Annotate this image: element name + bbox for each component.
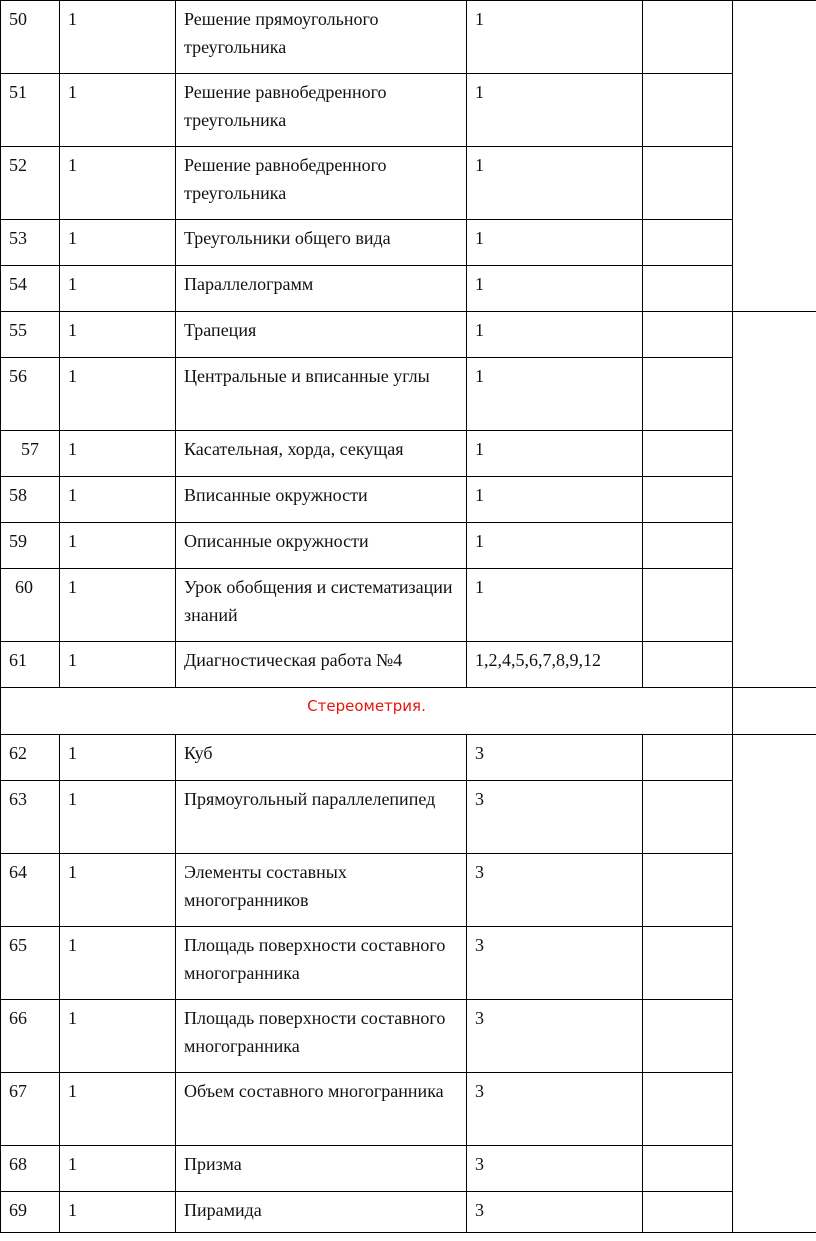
table-row — [1, 220, 816, 266]
section-row — [1, 688, 816, 735]
table-row — [1, 266, 816, 312]
lesson-tasks: 3 — [467, 735, 643, 781]
lesson-hours: 1 — [60, 927, 176, 1000]
lesson-hours: 1 — [60, 431, 176, 477]
lesson-topic: Куб — [176, 735, 467, 781]
lesson-number: 69 — [1, 1192, 60, 1233]
lesson-tasks: 1 — [467, 1, 643, 74]
lesson-date-cell — [643, 1192, 733, 1233]
lesson-topic: Элементы составных многогранников — [176, 854, 467, 927]
lesson-topic: Решение прямоугольного треугольника — [176, 1, 467, 74]
lesson-number: 50 — [1, 1, 60, 74]
lesson-tasks: 1 — [467, 147, 643, 220]
lesson-notes-cell — [733, 688, 816, 735]
table-row — [1, 1, 816, 74]
table-row — [1, 1146, 816, 1192]
lesson-topic: Решение равнобедренного треугольника — [176, 74, 467, 147]
lesson-hours: 1 — [60, 1000, 176, 1073]
table-row — [1, 781, 816, 854]
lesson-tasks: 3 — [467, 1000, 643, 1073]
lesson-tasks: 1 — [467, 523, 643, 569]
lesson-hours: 1 — [60, 1192, 176, 1233]
table-row — [1, 854, 816, 927]
lesson-topic: Площадь поверхности составного многогранника — [176, 927, 467, 1000]
lesson-date-cell — [643, 735, 733, 781]
lesson-topic: Объем составного многогранника — [176, 1073, 467, 1146]
lesson-topic: Описанные окружности — [176, 523, 467, 569]
lesson-topic: Центральные и вписанные углы — [176, 358, 467, 431]
lesson-number: 51 — [1, 74, 60, 147]
lesson-date-cell — [643, 477, 733, 523]
lesson-tasks: 1 — [467, 569, 643, 642]
lesson-date-cell — [643, 1, 733, 74]
table-row — [1, 569, 816, 642]
lesson-hours: 1 — [60, 642, 176, 688]
lesson-number: 52 — [1, 147, 60, 220]
lesson-topic: Прямоугольный параллелепипед — [176, 781, 467, 854]
lesson-notes-cell — [733, 735, 816, 1233]
lesson-number: 65 — [1, 927, 60, 1000]
table-row — [1, 735, 816, 781]
lesson-tasks: 1 — [467, 220, 643, 266]
section-title: Стереометрия. — [1, 688, 733, 735]
lesson-topic: Касательная, хорда, секущая — [176, 431, 467, 477]
lesson-number: 64 — [1, 854, 60, 927]
lesson-tasks: 3 — [467, 854, 643, 927]
lesson-topic: Призма — [176, 1146, 467, 1192]
lesson-notes-cell — [733, 312, 816, 688]
lesson-date-cell — [643, 1146, 733, 1192]
lesson-number: 55 — [1, 312, 60, 358]
lesson-number: 61 — [1, 642, 60, 688]
lesson-tasks: 3 — [467, 1073, 643, 1146]
lesson-hours: 1 — [60, 220, 176, 266]
table-row — [1, 74, 816, 147]
lesson-topic: Треугольники общего вида — [176, 220, 467, 266]
lesson-number: 56 — [1, 358, 60, 431]
lesson-number: 67 — [1, 1073, 60, 1146]
table-row — [1, 1000, 816, 1073]
table-row — [1, 642, 816, 688]
lesson-number: 63 — [1, 781, 60, 854]
lesson-hours: 1 — [60, 266, 176, 312]
lesson-topic: Площадь поверхности составного многогранника — [176, 1000, 467, 1073]
lesson-tasks: 1 — [467, 477, 643, 523]
lesson-date-cell — [643, 642, 733, 688]
lesson-topic: Параллелограмм — [176, 266, 467, 312]
table-row — [1, 1192, 816, 1233]
lesson-hours: 1 — [60, 1146, 176, 1192]
table-row — [1, 358, 816, 431]
lesson-date-cell — [643, 927, 733, 1000]
lesson-date-cell — [643, 781, 733, 854]
lesson-topic: Урок обобщения и систематизации знаний — [176, 569, 467, 642]
lesson-tasks: 3 — [467, 927, 643, 1000]
table-row — [1, 147, 816, 220]
lesson-number: 59 — [1, 523, 60, 569]
lesson-hours: 1 — [60, 312, 176, 358]
lesson-date-cell — [643, 266, 733, 312]
lesson-date-cell — [643, 854, 733, 927]
table-row — [1, 312, 816, 358]
lesson-hours: 1 — [60, 1, 176, 74]
lesson-hours: 1 — [60, 569, 176, 642]
lesson-tasks: 1 — [467, 266, 643, 312]
lesson-tasks: 3 — [467, 1146, 643, 1192]
lesson-number: 54 — [1, 266, 60, 312]
lesson-topic: Пирамида — [176, 1192, 467, 1233]
lesson-hours: 1 — [60, 735, 176, 781]
table-row — [1, 1073, 816, 1146]
lesson-date-cell — [643, 569, 733, 642]
lesson-hours: 1 — [60, 358, 176, 431]
lesson-date-cell — [643, 1000, 733, 1073]
lesson-date-cell — [643, 523, 733, 569]
lesson-date-cell — [643, 431, 733, 477]
lesson-tasks: 1 — [467, 431, 643, 477]
lesson-number: 62 — [1, 735, 60, 781]
lesson-number: 58 — [1, 477, 60, 523]
lesson-hours: 1 — [60, 854, 176, 927]
lesson-hours: 1 — [60, 74, 176, 147]
lesson-date-cell — [643, 220, 733, 266]
lesson-hours: 1 — [60, 477, 176, 523]
lesson-number: 60 — [1, 569, 60, 642]
lesson-hours: 1 — [60, 1073, 176, 1146]
lesson-topic: Решение равнобедренного треугольника — [176, 147, 467, 220]
lesson-date-cell — [643, 1073, 733, 1146]
lesson-number: 53 — [1, 220, 60, 266]
lesson-topic: Вписанные окружности — [176, 477, 467, 523]
lesson-notes-cell — [733, 1, 816, 312]
lesson-tasks: 3 — [467, 781, 643, 854]
lesson-topic: Трапеция — [176, 312, 467, 358]
lesson-tasks: 1 — [467, 312, 643, 358]
lesson-number: 66 — [1, 1000, 60, 1073]
table-row — [1, 523, 816, 569]
table-row — [1, 431, 816, 477]
lesson-tasks: 1,2,4,5,6,7,8,9,12 — [467, 642, 643, 688]
lesson-date-cell — [643, 312, 733, 358]
table-row — [1, 927, 816, 1000]
lesson-hours: 1 — [60, 147, 176, 220]
lesson-date-cell — [643, 147, 733, 220]
lesson-topic: Диагностическая работа №4 — [176, 642, 467, 688]
lesson-date-cell — [643, 74, 733, 147]
lesson-number: 57 — [1, 431, 60, 477]
lesson-number: 68 — [1, 1146, 60, 1192]
lesson-hours: 1 — [60, 781, 176, 854]
lesson-date-cell — [643, 358, 733, 431]
lesson-hours: 1 — [60, 523, 176, 569]
lesson-tasks: 3 — [467, 1192, 643, 1233]
lesson-tasks: 1 — [467, 74, 643, 147]
table-row — [1, 477, 816, 523]
lesson-tasks: 1 — [467, 358, 643, 431]
